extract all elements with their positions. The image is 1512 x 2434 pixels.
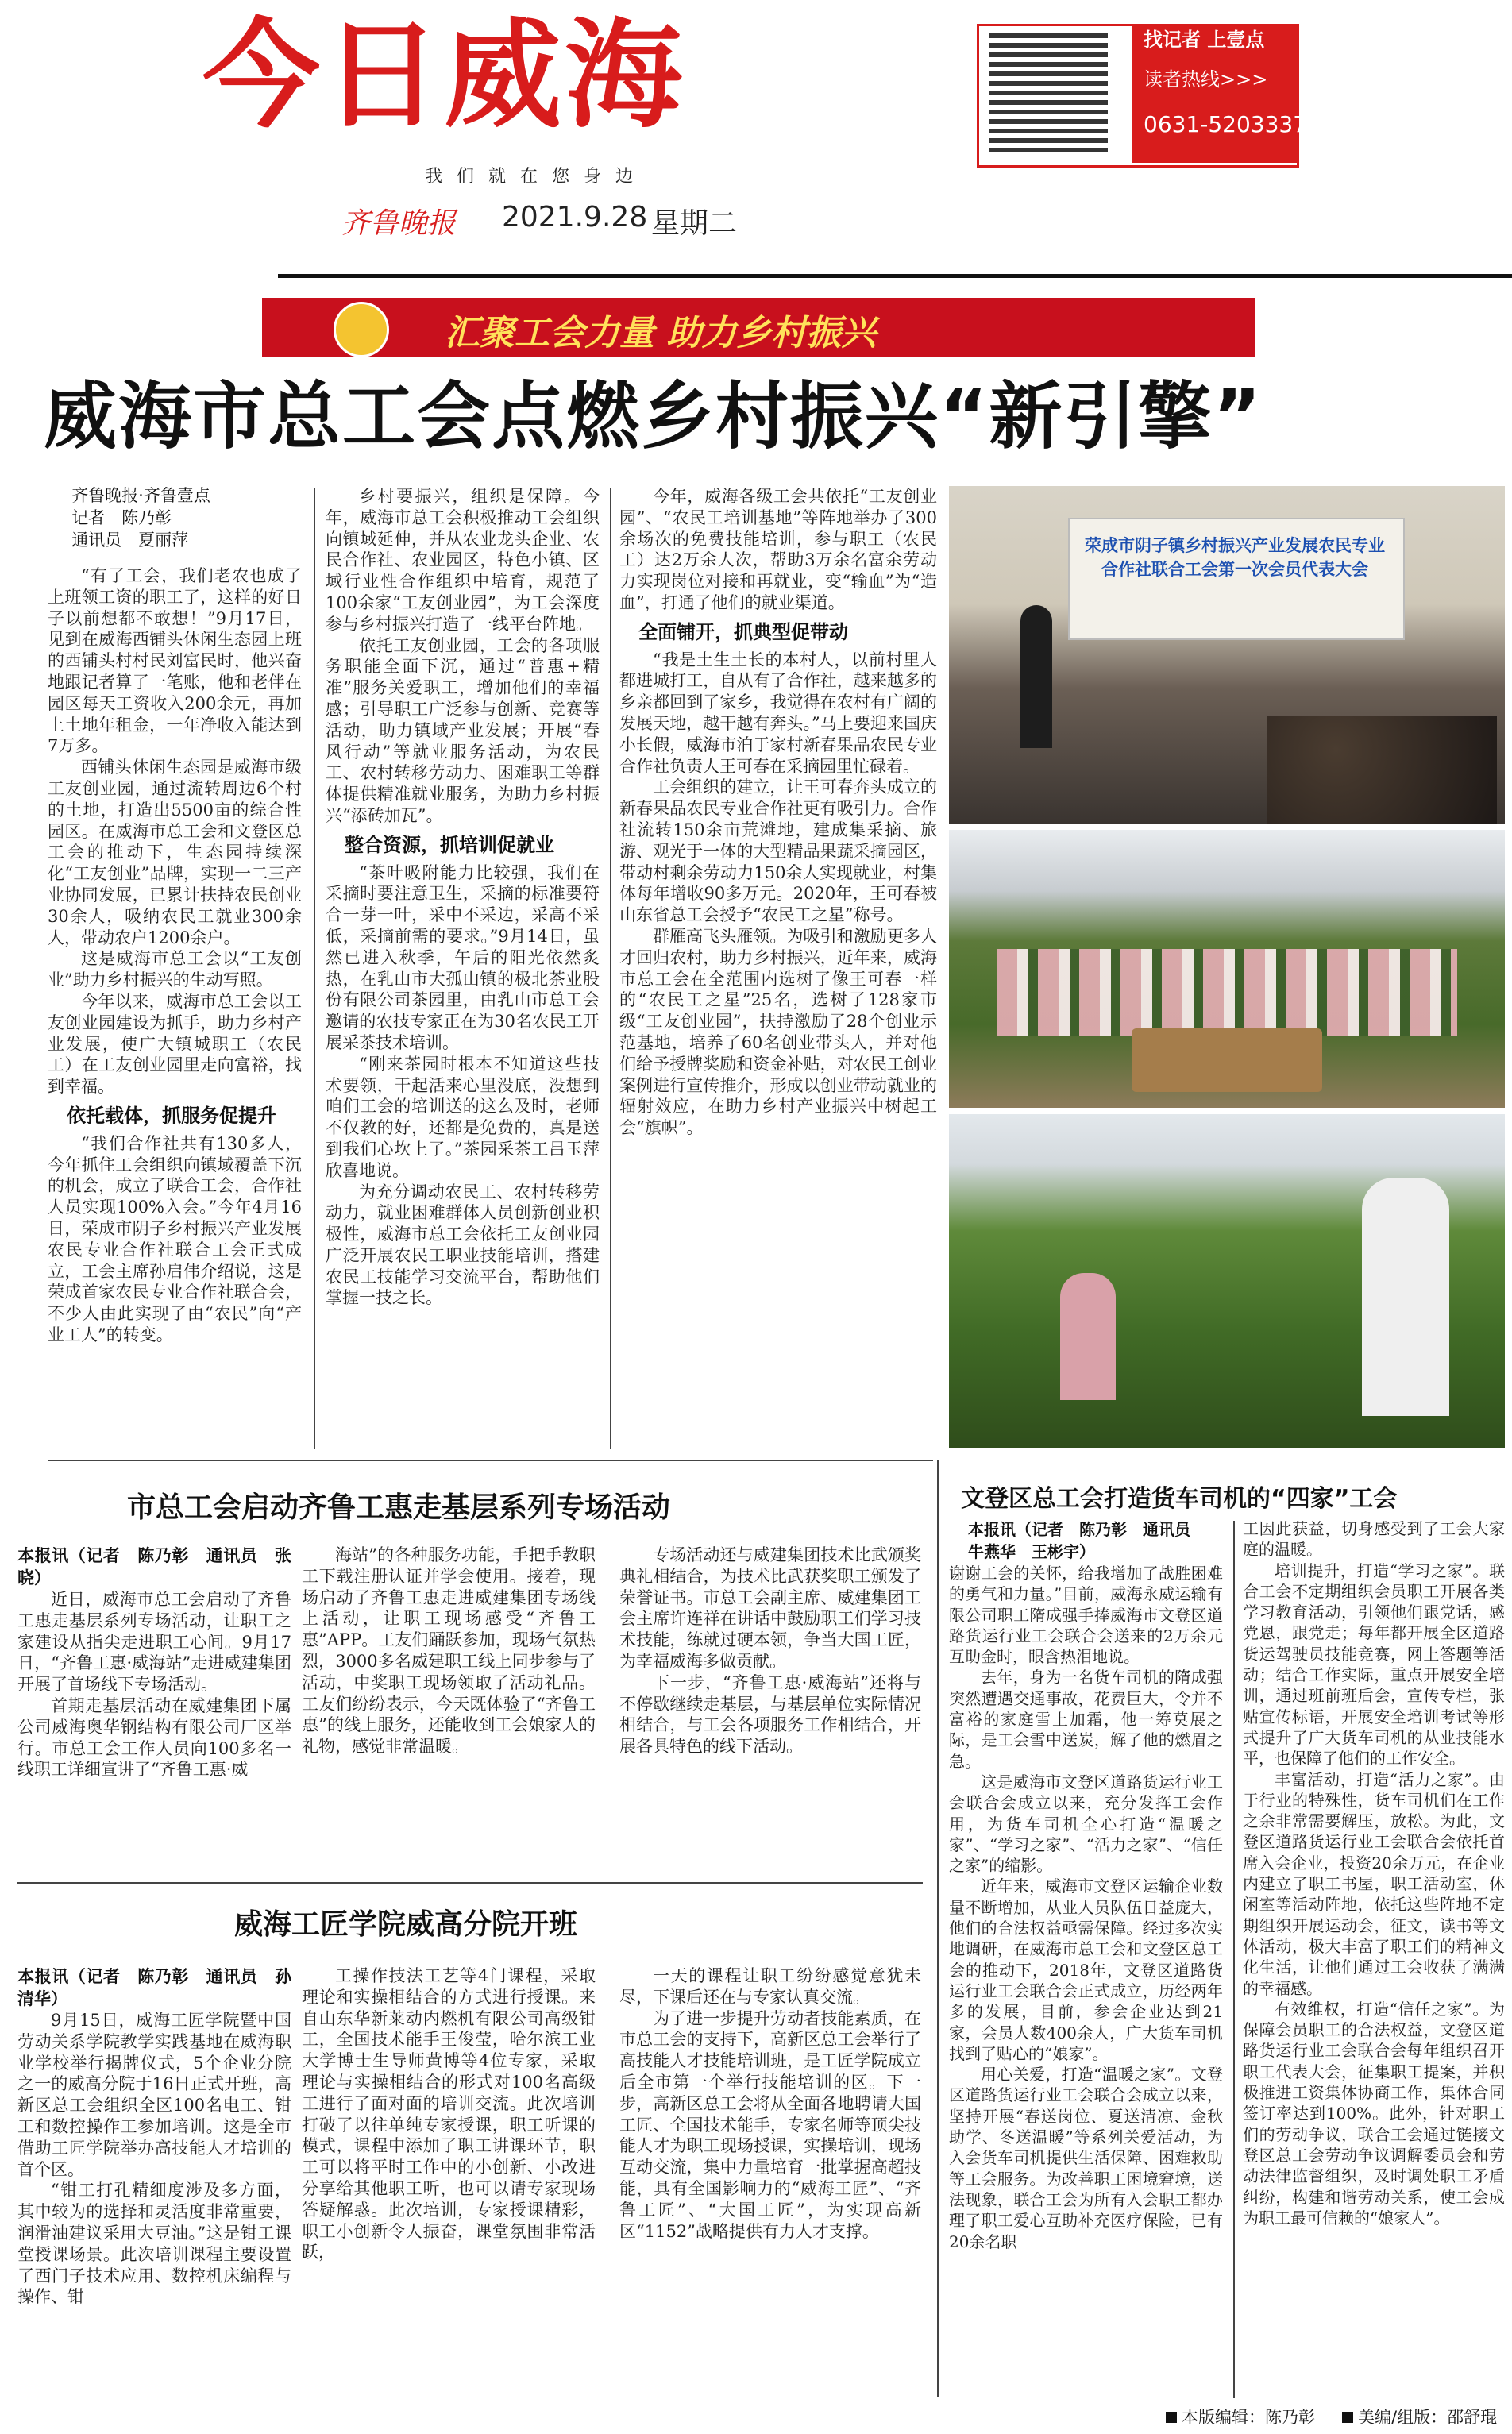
paragraph: 乡村要振兴，组织是保障。今年，威海市总工会积极推动工会组织向镇域延伸，并从农业龙头企业、农民合作社、农业园区，特色小镇、区域行业性合作组织中培育，规范了100余家“工友创业园”，为工会深度参与乡村振兴打造了一线平台阵地。	[326, 487, 600, 634]
article4-column-2	[1243, 1518, 1505, 2228]
paragraph: “我是土生土长的本村人，以前村里人都进城打工，自从有了合作社，越来越多的乡亲都回到了家乡，我觉得在农村有广阔的发展天地，越干越有奔头。”马上要迎来国庆小长假，威海市泊于家村新春果品农民专业合作社负责人王可春在采摘园里忙碌着。	[619, 650, 937, 776]
subheading: 整合资源，抓培训促就业	[345, 833, 554, 856]
paragraph: “钳工打孔精细度涉及多方面，其中较为的选择和灵活度非常重要，润滑油建议采用大豆油。”这是钳工课堂授课场景。此次培训课程主要设置了西门子技术应用、数控机床编程与操作、钳	[17, 2181, 291, 2307]
lead-byline	[52, 484, 302, 551]
photo-apple-picking	[949, 1114, 1505, 1448]
paragraph: 今年以来，威海市总工会以工友创业园建设为抓手，助力乡村产业发展，使广大镇城职工（农民工）在工友创业园里走向富裕，找到幸福。	[48, 991, 302, 1097]
paragraph: 为了进一步提升劳动者技能素质，在市总工会的支持下，高新区总工会举行了高技能人才技能培训班，是工匠学院成立后全市第一个举行技能培训的区。下一步，高新区总工会将从全面各地聘请大国工匠、全国技术能手，专家名师等顶尖技能人才为职工现场授课，实操培训，现场互动交流，集中力量培育一批掌握高超技能，具有全国影响力的“威海工匠”、“齐鲁工匠”、“大国工匠”，为实现高新区“1152”战略提供有力人才支撑。	[619, 2008, 921, 2241]
paragraph: “有了工会，我们老农也成了上班领工资的职工了，这样的好日子以前想都不敢想！”9月17日，见到在威海西铺头休闲生态园上班的西铺头村村民刘富民时，他兴奋地跟记者算了一笔账，他和老伴在园区每天工资收入200余元，再加上土地年租金，一年净收入能达到7万多。	[48, 566, 302, 756]
paragraph: 用心关爱，打造“温暖之家”。文登区道路货运行业工会联合会成立以来，坚持开展“春送岗位、夏送清凉、金秋助学、冬送温暖”等系列关爱活动，为入会货车司机提供生活保障、困难救助等工会服务。为改善职工困境窘境，送法现象，联合工会为所有入会职工都办理了职工爱心互助补充医疗保险，已有20余名职	[949, 2065, 1223, 2251]
paragraph: 依托工友创业园，工会的各项服务职能全面下沉，通过“普惠+精准”服务关爱职工，增加他们的幸福感；引导职工广泛参与创新、竞赛等活动，助力镇域产业发展；开展“春风行动”等就业服务活动，为农民工、农村转移劳动力、困难职工等群体提供精准就业服务，为助力乡村振兴“添砖加瓦”。	[326, 635, 600, 825]
contact-line2: 读者热线>>>	[1144, 68, 1268, 91]
paragraph: “茶叶吸附能力比较强，我们在采摘时要注意卫生，采摘的标准要符合一芽一叶，采中不采边，采高不采低，采摘前需的要求。”9月14日，虽然已进入秋季，午后的阳光依然炙热，在乳山市大孤山镇的极北茶业股份有限公司茶园里，由乳山市总工会邀请的农技专家正在为30名农民工开展采茶技术培训。	[326, 862, 600, 1052]
article2-column-3	[619, 1545, 921, 1757]
issue-date: 2021.9.28	[502, 201, 648, 233]
photo-orchard-group	[949, 830, 1505, 1108]
qr-code-icon[interactable]	[989, 33, 1108, 152]
article4-column-1	[949, 1518, 1223, 2252]
paragraph: 今年，威海各级工会共依托“工友创业园”、“农民工培训基地”等阵地举办了300余场次的免费技能培训，参与职工（农民工）达2万余人次，帮助3万余名富余劳动力实现岗位对接和再就业，变“输血”为“造血”，打通了他们的就业渠道。	[619, 487, 937, 612]
paragraph: 有效维权，打造“信任之家”。为保障会员职工的合法权益，文登区道路货运行业工会联合会每年组织召开职工代表大会，征集职工提案，并积极推进工资集体协商工作，集体合同签订率达到100%。此外，针对职工们的劳动争议，联合工会通过链接文登区总工会劳动争议调解委员会和劳动法律监督组织，及时调处职工矛盾纠纷，构建和谐劳动关系，使工会成为职工最可信赖的“娘家人”。	[1243, 1999, 1505, 2228]
hotline-number: 0631-5203337	[1144, 111, 1308, 137]
paragraph: 工会组织的建立，让王可春奔头成立的新春果品农民专业合作社更有吸引力。合作社流转150余亩荒滩地，建成集采摘、旅游、观光于一体的大型精品果蔬采摘园区，带动村剩余劳动力150余人实现就业，村集体每年增收90多万元。2020年，王可春被山东省总工会授予“农民工之星”称号。	[619, 777, 937, 925]
article4-headline: 文登区总工会打造货车司机的“四家”工会	[961, 1485, 1398, 1513]
paragraph: 培训提升，打造“学习之家”。联合工会不定期组织会员职工开展各类学习教育活动，引领他们跟党话，感党恩，跟党走；每年都开展全区道路货运驾驶员技能竞赛，网上答题等活动；结合工作实际，重点开展安全培训，通过班前班后会，宣传专栏，张贴宣传标语，开展安全培训考试等形式提升了广大货车司机的从业技能水平，也保障了他们的工作安全。	[1243, 1560, 1505, 1769]
paragraph: 丰富活动，打造“活力之家”。由于行业的特殊性，货车司机们在工作之余非常需要解压，放松。为此，文登区道路货运行业工会联合会依托首席入会企业，投资20余万元，在企业内建立了职工书屋，职工活动室，休闲室等活动阵地，依托这些阵地不定期组织开展运动会，征文，读书等文体活动，极大丰富了职工们的精神文化生活，让他们通过工会收获了满满的幸福感。	[1243, 1769, 1505, 1998]
article3-column-2	[302, 1965, 596, 2263]
paragraph: 去年，身为一名货车司机的隋成强突然遭遇交通事故，花费巨大，令并不富裕的家庭雪上加霜，他一筹莫展之际，是工会雪中送炭，解了他的燃眉之急。	[949, 1668, 1223, 1771]
banner-text: 汇聚工会力量 助力乡村振兴	[445, 313, 877, 353]
subheading: 依托载体，抓服务促提升	[67, 1104, 276, 1127]
paragraph: 近日，威海市总工会启动了齐鲁工惠走基层系列专场活动，让职工之家建设从指尖走进职工心间。9月17日，“齐鲁工惠·威海站”走进威建集团开展了首场线下专场活动。	[17, 1590, 291, 1695]
masthead-rule	[278, 274, 1512, 278]
byline-line: 牛燕华 王彬宇）	[968, 1542, 1095, 1561]
footer-designer	[1342, 2405, 1497, 2428]
footer-designer-text: 美编/组版：邵舒琨	[1358, 2408, 1498, 2427]
section-divider	[17, 1882, 923, 1884]
paragraph: 西铺头休闲生态园是威海市级工友创业园，通过流转周边6个村的土地，打造出5500亩的综合性园区。在威海市总工会和文登区总工会的推动下，生态园持续深化“工友创业”品牌，实现一二三产业协同发展，已累计扶持农民创业30余人，吸纳农民工就业300余人，带动农户1200余户。	[48, 758, 302, 947]
paragraph: 一天的课程让职工纷纷感觉意犹未尽，下课后还在与专家认真交流。	[619, 1966, 921, 2007]
paper-name: 齐鲁晚报	[341, 207, 457, 240]
byline-line: 记者 陈乃彰	[71, 508, 172, 527]
paragraph: 下一步，“齐鲁工惠·威海站”还将与不停歇继续走基层，与基层单位实际情况相结合，与工会各项服务工作相结合，开展各具特色的线下活动。	[619, 1672, 921, 1757]
column-divider	[1233, 1521, 1235, 2398]
paragraph: 谢谢工会的关怀，给我增加了战胜困难的勇气和力量。”目前，威海永威运输有限公司职工隋成强手捧威海市文登区道路货运行业工会联合会送来的2万余元互助金时，眼含热泪地说。	[949, 1564, 1223, 1667]
article2-headline: 市总工会启动齐鲁工惠走基层系列专场活动	[127, 1491, 671, 1524]
byline-line: 本报讯（记者 陈乃彰 通讯员	[968, 1520, 1190, 1539]
article3-column-3	[619, 1965, 921, 2242]
byline-line: 通讯员 夏丽萍	[71, 530, 189, 550]
lead-column-1	[48, 484, 302, 1346]
paragraph: 专场活动还与威建集团技术比武颁奖典礼相结合，为技术比武获奖职工颁发了荣誉证书。市总工会副主席、威建集团工会主席许连祥在讲话中鼓励职工们学习技术技能，练就过硬本领，争当大国工匠，为幸福威海多做贡献。	[619, 1545, 921, 1671]
slogan: 我们就在您身边	[425, 167, 648, 187]
article2-byline: 本报讯（记者 陈乃彰 通讯员 张晓）	[17, 1546, 291, 1587]
paragraph: 这是威海市总工会以“工友创业”助力乡村振兴的生动写照。	[48, 949, 302, 990]
column-divider	[937, 1460, 939, 2397]
paragraph: 这是威海市文登区道路货运行业工会联合会成立以来，充分发挥工会作用，为货车司机全心打造“温暖之家”、“学习之家”、“活力之家”、“信任之家”的缩影。	[949, 1772, 1223, 1876]
article2-column-2	[302, 1545, 596, 1757]
paragraph: 工因此获益，切身感受到了工会大家庭的温暖。	[1243, 1519, 1505, 1560]
column-divider	[314, 488, 315, 1449]
masthead-title: 今日威海	[202, 7, 685, 144]
article3-byline: 本报讯（记者 陈乃彰 通讯员 孙清华）	[17, 1967, 291, 2008]
section-divider	[48, 1460, 933, 1461]
photo-screen-text: 荣成市阴子镇乡村振兴产业发展农民专业合作社联合工会第一次会员代表大会	[1085, 536, 1385, 579]
article3-headline: 威海工匠学院威高分院开班	[234, 1908, 578, 1941]
article3-column-1	[17, 1965, 291, 2308]
paragraph: “我们合作社共有130多人，今年抓住工会组织向镇域覆盖下沉的机会，成立了联合工会，合作社人员实现100%入会。”今年4月16日，荣成市阴子乡村振兴产业发展农民专业合作社联合工会正式成立，工会主席孙启伟介绍说，这是荣成首家农民专业合作社联合会，不少人由此实现了由“农民”向“产业工人”的转变。	[48, 1133, 302, 1344]
footer-editor	[1166, 2405, 1315, 2428]
paragraph: 为充分调动农民工、农村转移劳动力，就业困难群体人员创新创业积极性，威海市总工会依托工友创业园广泛开展农民工职业技能培训，搭建农民工技能学习交流平台，帮助他们掌握一技之长。	[326, 1182, 600, 1308]
paragraph: 近年来，威海市文登区运输企业数量不断增加，从业人员队伍日益庞大，他们的合法权益亟需保障。经过多次实地调研，在威海市总工会和文登区总工会的推动下，2018年，文登区道路货运行业工会联合会正式成立，历经两年多的发展，目前，参会企业达到21家，会员人数400余人，广大货车司机找到了贴心的“娘家”。	[949, 1877, 1223, 2063]
byline-line: 齐鲁晚报·齐鲁壹点	[71, 486, 210, 505]
paragraph: 海站”的各种服务功能，手把手教职工下载注册认证并学会使用。接着，现场启动了齐鲁工惠走进威建集团专场线上活动，让职工现场感受“齐鲁工惠”APP。工友们踊跃参加，现场气氛热烈，3000多名威建职工线上同步参与了活动，中奖职工现场领取了活动礼品。工友们纷纷表示，今天既体验了“齐鲁工惠”的线上服务，还能收到工会娘家人的礼物，感觉非常温暖。	[302, 1545, 596, 1757]
paragraph: 工操作技法工艺等4门课程，采取理论和实操相结合的方式进行授课。来自山东华新莱动内燃机有限公司高级钳工，全国技术能手王俊莹，哈尔滨工业大学博士生导师黄博等4位专家，采取理论与实操相结合的形式对100名高级工进行了面对面的培训交流。此次培训打破了以往单纯专家授课，职工听课的模式，课程中添加了职工讲课环节，职工可以将平时工作中的小创新、小改进分享给其他职工听，也可以请专家现场答疑解惑。此次培训，专家授课精彩，职工小创新令人振奋，课堂氛围非常活跃，	[302, 1966, 596, 2262]
footer-editor-text: 本版编辑：陈乃彰	[1182, 2408, 1315, 2427]
paragraph: “刚来茶园时根本不知道这些技术要领，干起活来心里没底，没想到咱们工会的培训送的这么及时，老师不仅教的好，还都是免费的，真是送到我们心坎上了。”茶园采茶工吕玉萍欣喜地说。	[326, 1054, 600, 1180]
photo-meeting	[949, 486, 1505, 824]
column-divider	[610, 488, 611, 1449]
paragraph: 9月15日，威海工匠学院暨中国劳动关系学院教学实践基地在威海职业学校举行揭牌仪式，5个企业分院之一的威高分院于16日正式开班，高新区总工会组织全区100名电工、钳工和数控操作工参加培训。这是全市借助工匠学院举办高技能人才培训的首个区。	[17, 2011, 291, 2179]
lead-column-3	[619, 486, 937, 1139]
paragraph: 首期走基层活动在威建集团下属公司威海奥华钢结构有限公司厂区举行。市总工会工作人员向100多名一线职工详细宣讲了“齐鲁工惠·威	[17, 1695, 291, 1780]
lead-headline: 威海市总工会点燃乡村振兴“新引擎”	[44, 374, 1263, 459]
weekday: 星期二	[651, 207, 738, 240]
article2-column-1	[17, 1545, 291, 1780]
contact-line1: 找记者 上壹点	[1144, 29, 1265, 51]
union-logo-icon	[334, 302, 389, 357]
lead-column-2	[326, 486, 600, 1309]
article4-byline	[949, 1518, 1223, 1563]
paragraph: 群雁高飞头雁领。为吸引和激励更多人才回归农村，助力乡村振兴，近年来，威海市总工会在全范围内选树了像王可春一样的“农民工之星”25名，选树了128家市级“工友创业园”，扶持激励了28个创业示范基地，培养了60名创业带头人，并对他们给予授牌奖励和资金补贴，对农民工创业案例进行宣传推介，形成以创业带动就业的辐射效应，在助力乡村产业振兴中树起工会“旗帜”。	[619, 926, 937, 1138]
subheading: 全面铺开，抓典型促带动	[638, 620, 848, 643]
